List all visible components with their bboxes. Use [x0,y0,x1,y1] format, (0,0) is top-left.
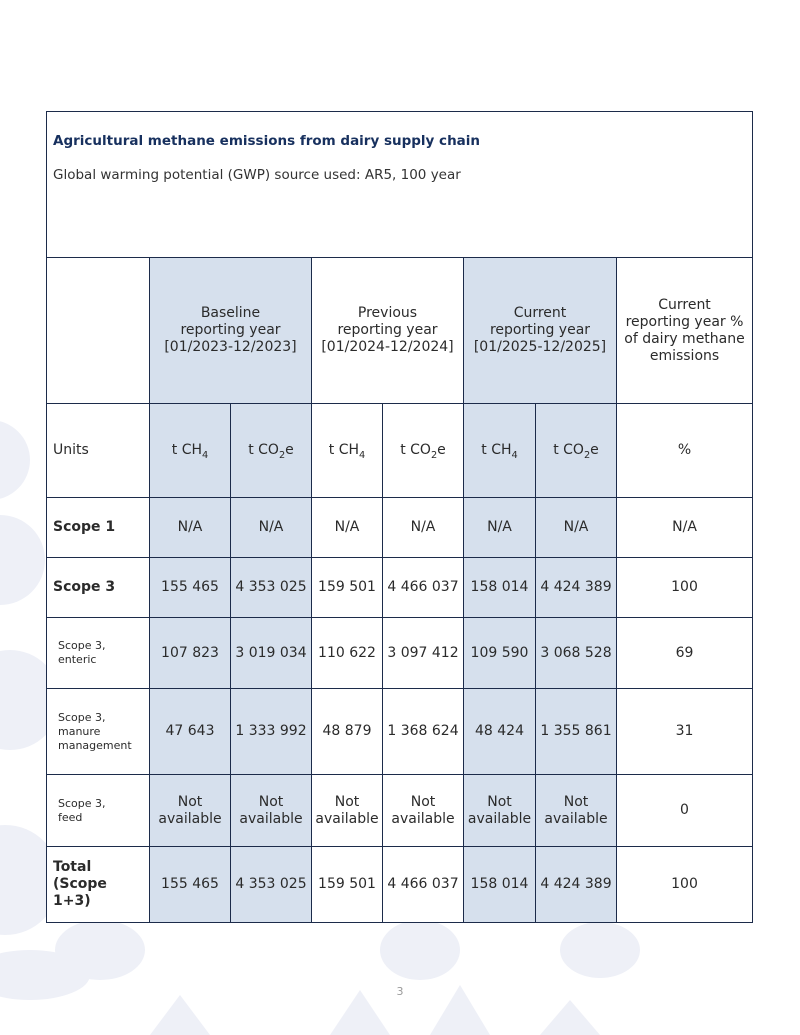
percent-cell: N/A [617,498,753,558]
value-cell: N/A [312,498,383,558]
period-line: of dairy methane [624,330,745,347]
table-header-row [47,112,753,258]
unit-suffix: e [437,442,446,458]
row-label [47,618,150,689]
period-line: reporting year % [625,313,744,330]
value-cell: Not available [150,775,231,847]
period-line: Previous [357,305,418,321]
value-cell: 155 465 [150,847,231,923]
value-cell: N/A [150,498,231,558]
row-label [47,689,150,775]
period-line: Current [513,305,567,321]
unit-text: t CO [248,442,279,458]
value-cell: N/A [383,498,464,558]
value-cell: 4 353 025 [231,558,312,618]
table-row [47,498,753,558]
empty-corner-cell [47,258,150,404]
table-title: Agricultural methane emissions from dairy supply chain [53,133,481,149]
table-row [47,847,753,923]
unit-co2e-cell [536,404,617,498]
value-cell: 4 466 037 [383,847,464,923]
percent-cell: 0 [617,775,753,847]
value-cell: Not available [536,775,617,847]
value-cell: 4 424 389 [536,847,617,923]
value-cell: 3 019 034 [231,618,312,689]
row-label-line: Scope 1 [53,519,116,535]
period-line: emissions [649,347,720,364]
row-label-line: Scope 3, [58,796,106,810]
unit-subscript: 2 [430,450,438,461]
value-cell: 159 501 [312,847,383,923]
unit-co2e-cell [231,404,312,498]
row-label [47,847,150,923]
table-row [47,558,753,618]
value-cell: 1 333 992 [231,689,312,775]
value-cell: Not available [464,775,536,847]
period-line: [01/2023-12/2023] [164,339,297,355]
unit-subscript: 2 [583,450,591,461]
unit-text: t CH [328,442,359,458]
unit-percent-cell: % [617,404,753,498]
unit-subscript: 4 [202,450,209,461]
unit-text: t CH [481,442,512,458]
gwp-source-note: Global warming potential (GWP) source used: AR5, 100 year [53,167,461,183]
unit-text: t CH [171,442,202,458]
units-row [47,404,753,498]
value-cell: Not available [383,775,464,847]
emissions-table [46,111,753,923]
period-header-row [47,258,753,404]
value-cell: 47 643 [150,689,231,775]
unit-subscript: 2 [278,450,286,461]
previous-period-header [312,258,464,404]
value-cell: 4 353 025 [231,847,312,923]
row-label-line: Scope 3, [58,710,106,724]
value-cell: 3 068 528 [536,618,617,689]
row-label-line: manure [58,724,101,738]
baseline-period-header [150,258,312,404]
period-line: reporting year [180,322,281,338]
value-cell: 4 424 389 [536,558,617,618]
value-cell: 159 501 [312,558,383,618]
value-cell: N/A [464,498,536,558]
percent-header [617,258,753,404]
value-cell: Not available [231,775,312,847]
unit-subscript: 4 [511,450,518,461]
table-row [47,689,753,775]
period-line: reporting year [337,322,438,338]
value-cell: 1 355 861 [536,689,617,775]
value-cell: Not available [312,775,383,847]
period-line: reporting year [489,322,591,338]
unit-text: t CO [400,442,431,458]
unit-subscript: 4 [359,450,366,461]
unit-suffix: e [590,442,599,458]
unit-suffix: e [285,442,294,458]
period-line: Current [658,296,711,313]
unit-ch4-cell [464,404,536,498]
value-cell: N/A [231,498,312,558]
row-label-line: management [58,738,132,752]
period-line: [01/2025-12/2025] [473,339,607,355]
current-period-header [464,258,617,404]
page-number: 3 [396,985,404,998]
row-label-line: Scope 3 [53,579,116,595]
row-label-line: feed [58,810,83,824]
table-row [47,618,753,689]
unit-ch4-cell [150,404,231,498]
table-title-cell [47,112,753,258]
value-cell: 3 097 412 [383,618,464,689]
percent-cell: 31 [617,689,753,775]
value-cell: 48 879 [312,689,383,775]
row-label-line: Total [53,859,92,875]
value-cell: N/A [536,498,617,558]
units-label: Units [47,404,150,498]
unit-ch4-cell [312,404,383,498]
row-label-line: Scope 3, [58,639,106,652]
row-label [47,498,150,558]
row-label-line: (Scope 1+3) [53,876,107,909]
row-label [47,558,150,618]
value-cell: 110 622 [312,618,383,689]
value-cell: 1 368 624 [383,689,464,775]
value-cell: 48 424 [464,689,536,775]
period-line: Baseline [200,305,261,321]
percent-cell: 100 [617,558,753,618]
period-line: [01/2024-12/2024] [321,339,454,355]
unit-text: t CO [553,442,584,458]
value-cell: 158 014 [464,558,536,618]
value-cell: 107 823 [150,618,231,689]
value-cell: 158 014 [464,847,536,923]
unit-co2e-cell [383,404,464,498]
percent-cell: 100 [617,847,753,923]
row-label [47,775,150,847]
table-row [47,775,753,847]
percent-cell: 69 [617,618,753,689]
value-cell: 4 466 037 [383,558,464,618]
value-cell: 109 590 [464,618,536,689]
value-cell: 155 465 [150,558,231,618]
row-label-line: enteric [58,653,97,666]
